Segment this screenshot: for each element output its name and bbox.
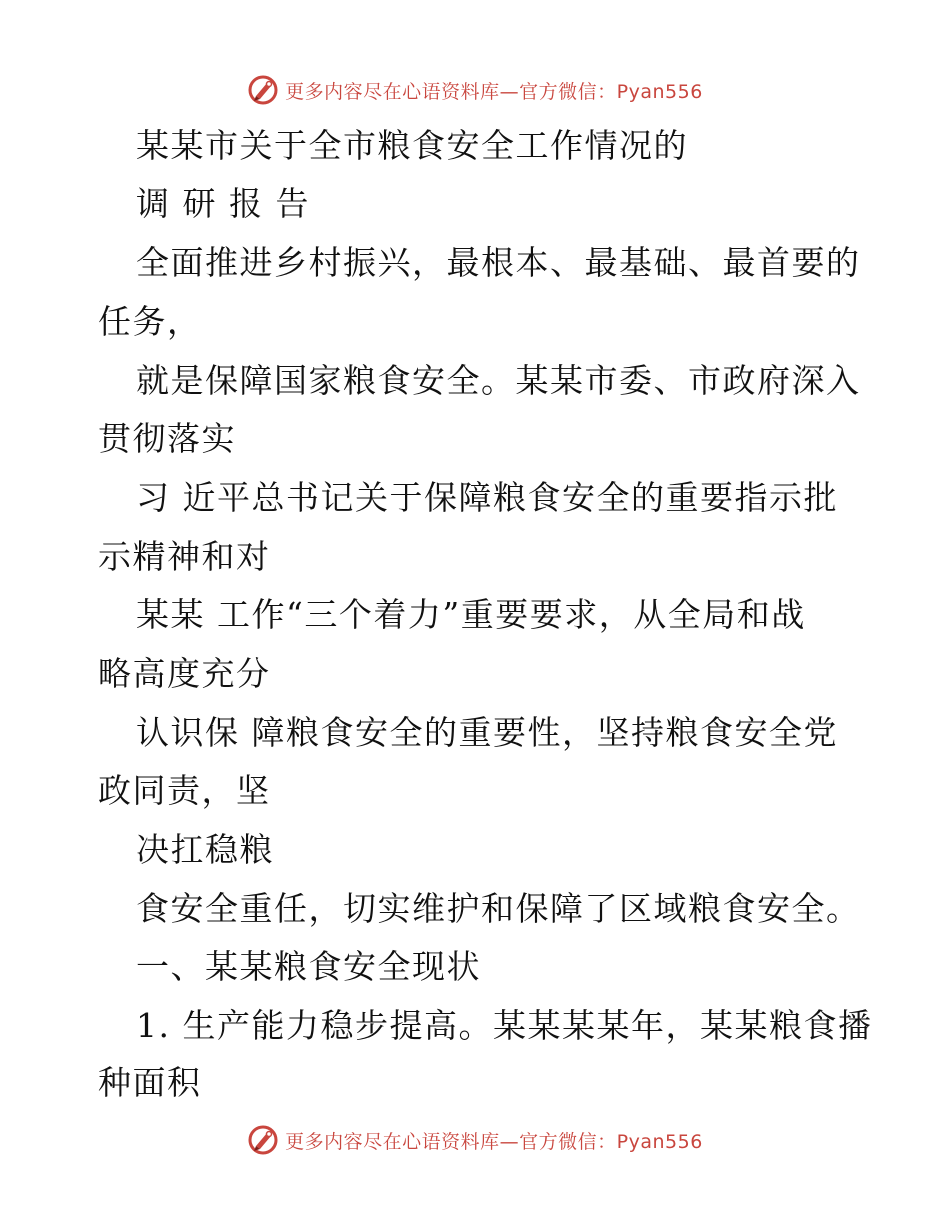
paragraph-line: 全面推进乡村振兴，最根本、最基础、最首要的 [136, 243, 861, 282]
watermark-text: 更多内容尽在心语资料库—官方微信：Pyan556 [285, 80, 703, 103]
paragraph-line: 略高度充分 [98, 654, 271, 693]
paragraph-line: 示精神和对 [98, 537, 271, 576]
paragraph-line: 习 近平总书记关于保障粮食安全的重要指示批 [136, 478, 838, 517]
paragraph-line: 种面积 [98, 1063, 202, 1102]
watermark-banner-bottom [0, 1120, 950, 1160]
paragraph-line: 贯彻落实 [98, 419, 236, 458]
document-title-line-1: 某某市关于全市粮食安全工作情况的 [136, 126, 688, 165]
paragraph-line: 政同责，坚 [98, 771, 271, 810]
paragraph-line: 任务， [98, 302, 202, 341]
section-heading: 一、某某粮食安全现状 [136, 947, 481, 986]
paragraph-line: 1. 生产能力稳步提高。某某某某年，某某粮食播 [136, 1006, 873, 1045]
paragraph-line: 某某 工作“三个着力”重要要求，从全局和战 [136, 595, 806, 634]
paragraph-line: 决扛稳粮 [136, 830, 274, 869]
watermark-text: 更多内容尽在心语资料库—官方微信：Pyan556 [285, 1130, 703, 1153]
paragraph-line: 就是保障国家粮食安全。某某市委、市政府深入 [136, 361, 861, 400]
paragraph-line: 食安全重任，切实维护和保障了区域粮食安全。 [136, 889, 861, 928]
pen-seal-icon [247, 1124, 279, 1156]
document-title-line-2: 调 研 报 告 [136, 184, 310, 223]
paragraph-line: 认识保 障粮食安全的重要性，坚持粮食安全党 [136, 713, 838, 752]
